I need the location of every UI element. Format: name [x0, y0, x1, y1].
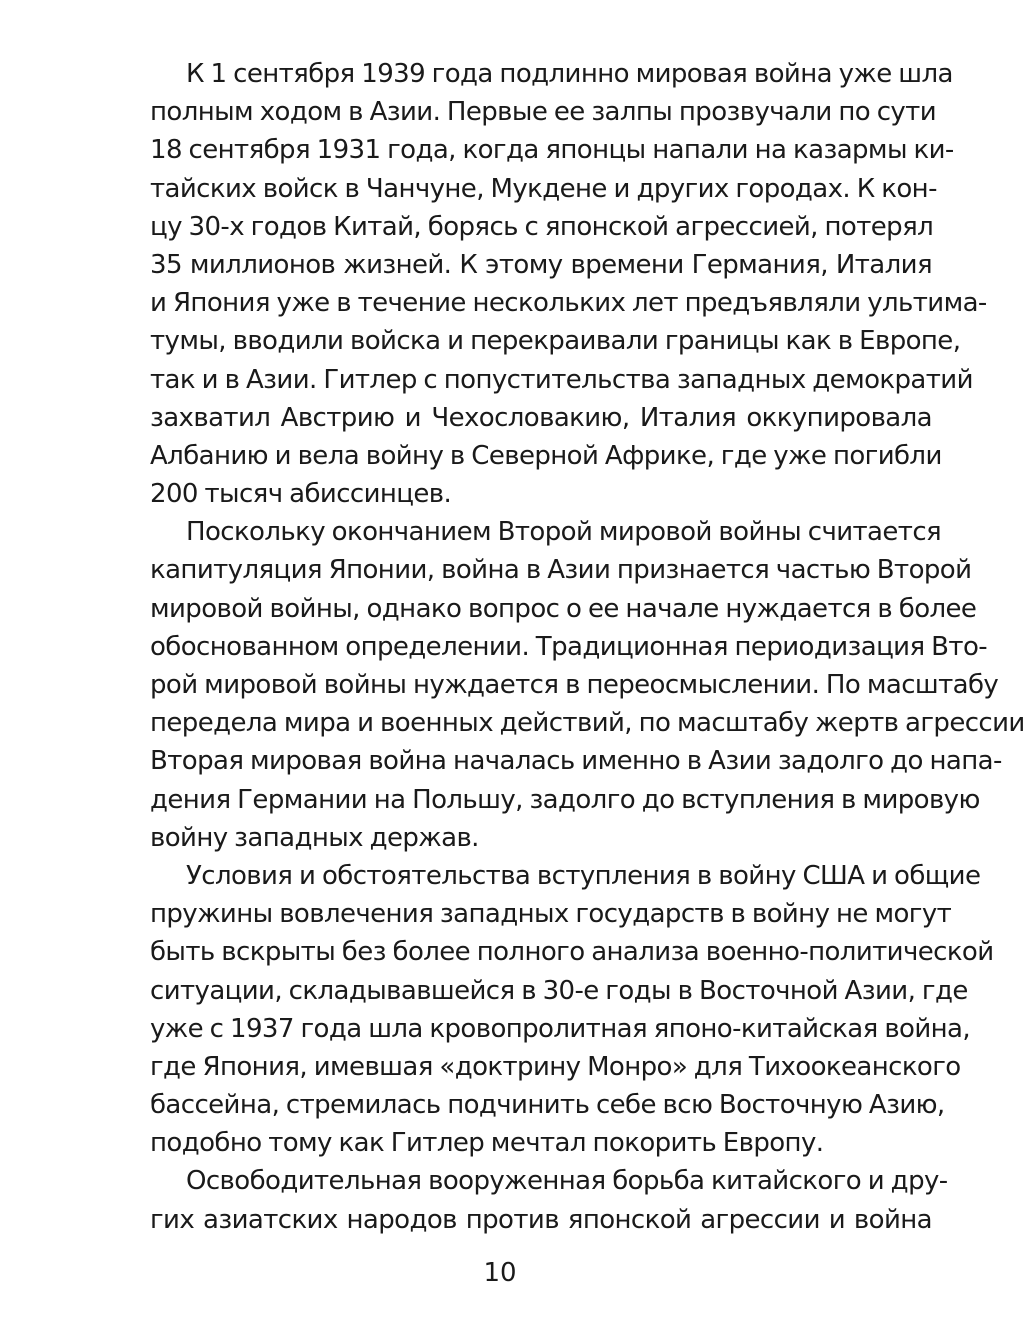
text-line: К 1 сентября 1939 года подлинно мировая война уже шла: [186, 59, 953, 89]
text-line: тумы, вводили войска и перекраивали границы как в Европе,: [150, 326, 961, 357]
text-line: бассейна, стремилась подчинить себе всю Восточную Азию,: [150, 1090, 945, 1121]
text-line: рой мировой войны нуждается в переосмыслении. По масштабу: [150, 670, 999, 700]
text-line: 18 сентября 1931 года, когда японцы напали на казармы ки-: [150, 135, 954, 166]
text-line: дения Германии на Польшу, задолго до вступления в мировую: [150, 784, 980, 815]
text-line: цу 30-х годов Китай, борясь с японской агрессией, потерял: [150, 211, 934, 242]
paragraph-4: [150, 1162, 948, 1238]
text-line: где Япония, имевшая «доктрину Монро» для Тихоокеанского: [150, 1051, 961, 1082]
page-number: 10: [483, 1258, 517, 1288]
text-line: Освободительная вооруженная борьба китайского и дру-: [186, 1166, 948, 1197]
text-line: Вторая мировая война началась именно в Азии задолго до напа-: [150, 746, 1002, 777]
paragraph-3: [150, 857, 994, 1163]
text-line: полным ходом в Азии. Первые ее залпы прозвучали по сути: [150, 97, 937, 128]
text-line: 200 тысяч абиссинцев.: [150, 479, 452, 510]
text-line: уже с 1937 года шла кровопролитная японо-китайская война,: [150, 1013, 971, 1044]
body-text: [150, 55, 1025, 1239]
paragraph-2: [150, 513, 1025, 857]
text-line: ситуации, складывавшейся в 30-е годы в Восточной Азии, где: [150, 975, 968, 1006]
text-line: гих азиатских народов против японской агрессии и война: [150, 1204, 932, 1235]
paragraph-1: [150, 55, 987, 513]
text-line: мировой войны, однако вопрос о ее начале нуждается в более: [150, 593, 977, 624]
text-line: Условия и обстоятельства вступления в войну США и общие: [186, 860, 981, 891]
text-line: быть вскрыты без более полного анализа военно-политической: [150, 937, 994, 968]
text-line: захватил Австрию и Чехословакию, Италия оккупировала: [150, 402, 932, 433]
text-line: обоснованном определении. Традиционная периодизация Вто-: [150, 631, 988, 662]
text-line: подобно тому как Гитлер мечтал покорить Европу.: [150, 1128, 824, 1159]
text-line: Поскольку окончанием Второй мировой войны считается: [186, 517, 942, 548]
text-line: пружины вовлечения западных государств в войну не могут: [150, 899, 952, 930]
text-line: войну западных держав.: [150, 822, 479, 853]
text-line: передела мира и военных действий, по масштабу жертв агрессии: [150, 708, 1025, 739]
text-line: так и в Азии. Гитлер с попустительства западных демократий: [150, 364, 973, 395]
text-line: тайских войск в Чанчуне, Мукдене и других городах. К кон-: [150, 173, 937, 204]
text-line: Албанию и вела войну в Северной Африке, где уже погибли: [150, 440, 942, 471]
text-line: 35 миллионов жизней. К этому времени Германия, Италия: [150, 249, 932, 280]
text-line: и Япония уже в течение нескольких лет предъявляли ультима-: [150, 288, 987, 319]
text-line: капитуляция Японии, война в Азии признается частью Второй: [150, 555, 972, 586]
